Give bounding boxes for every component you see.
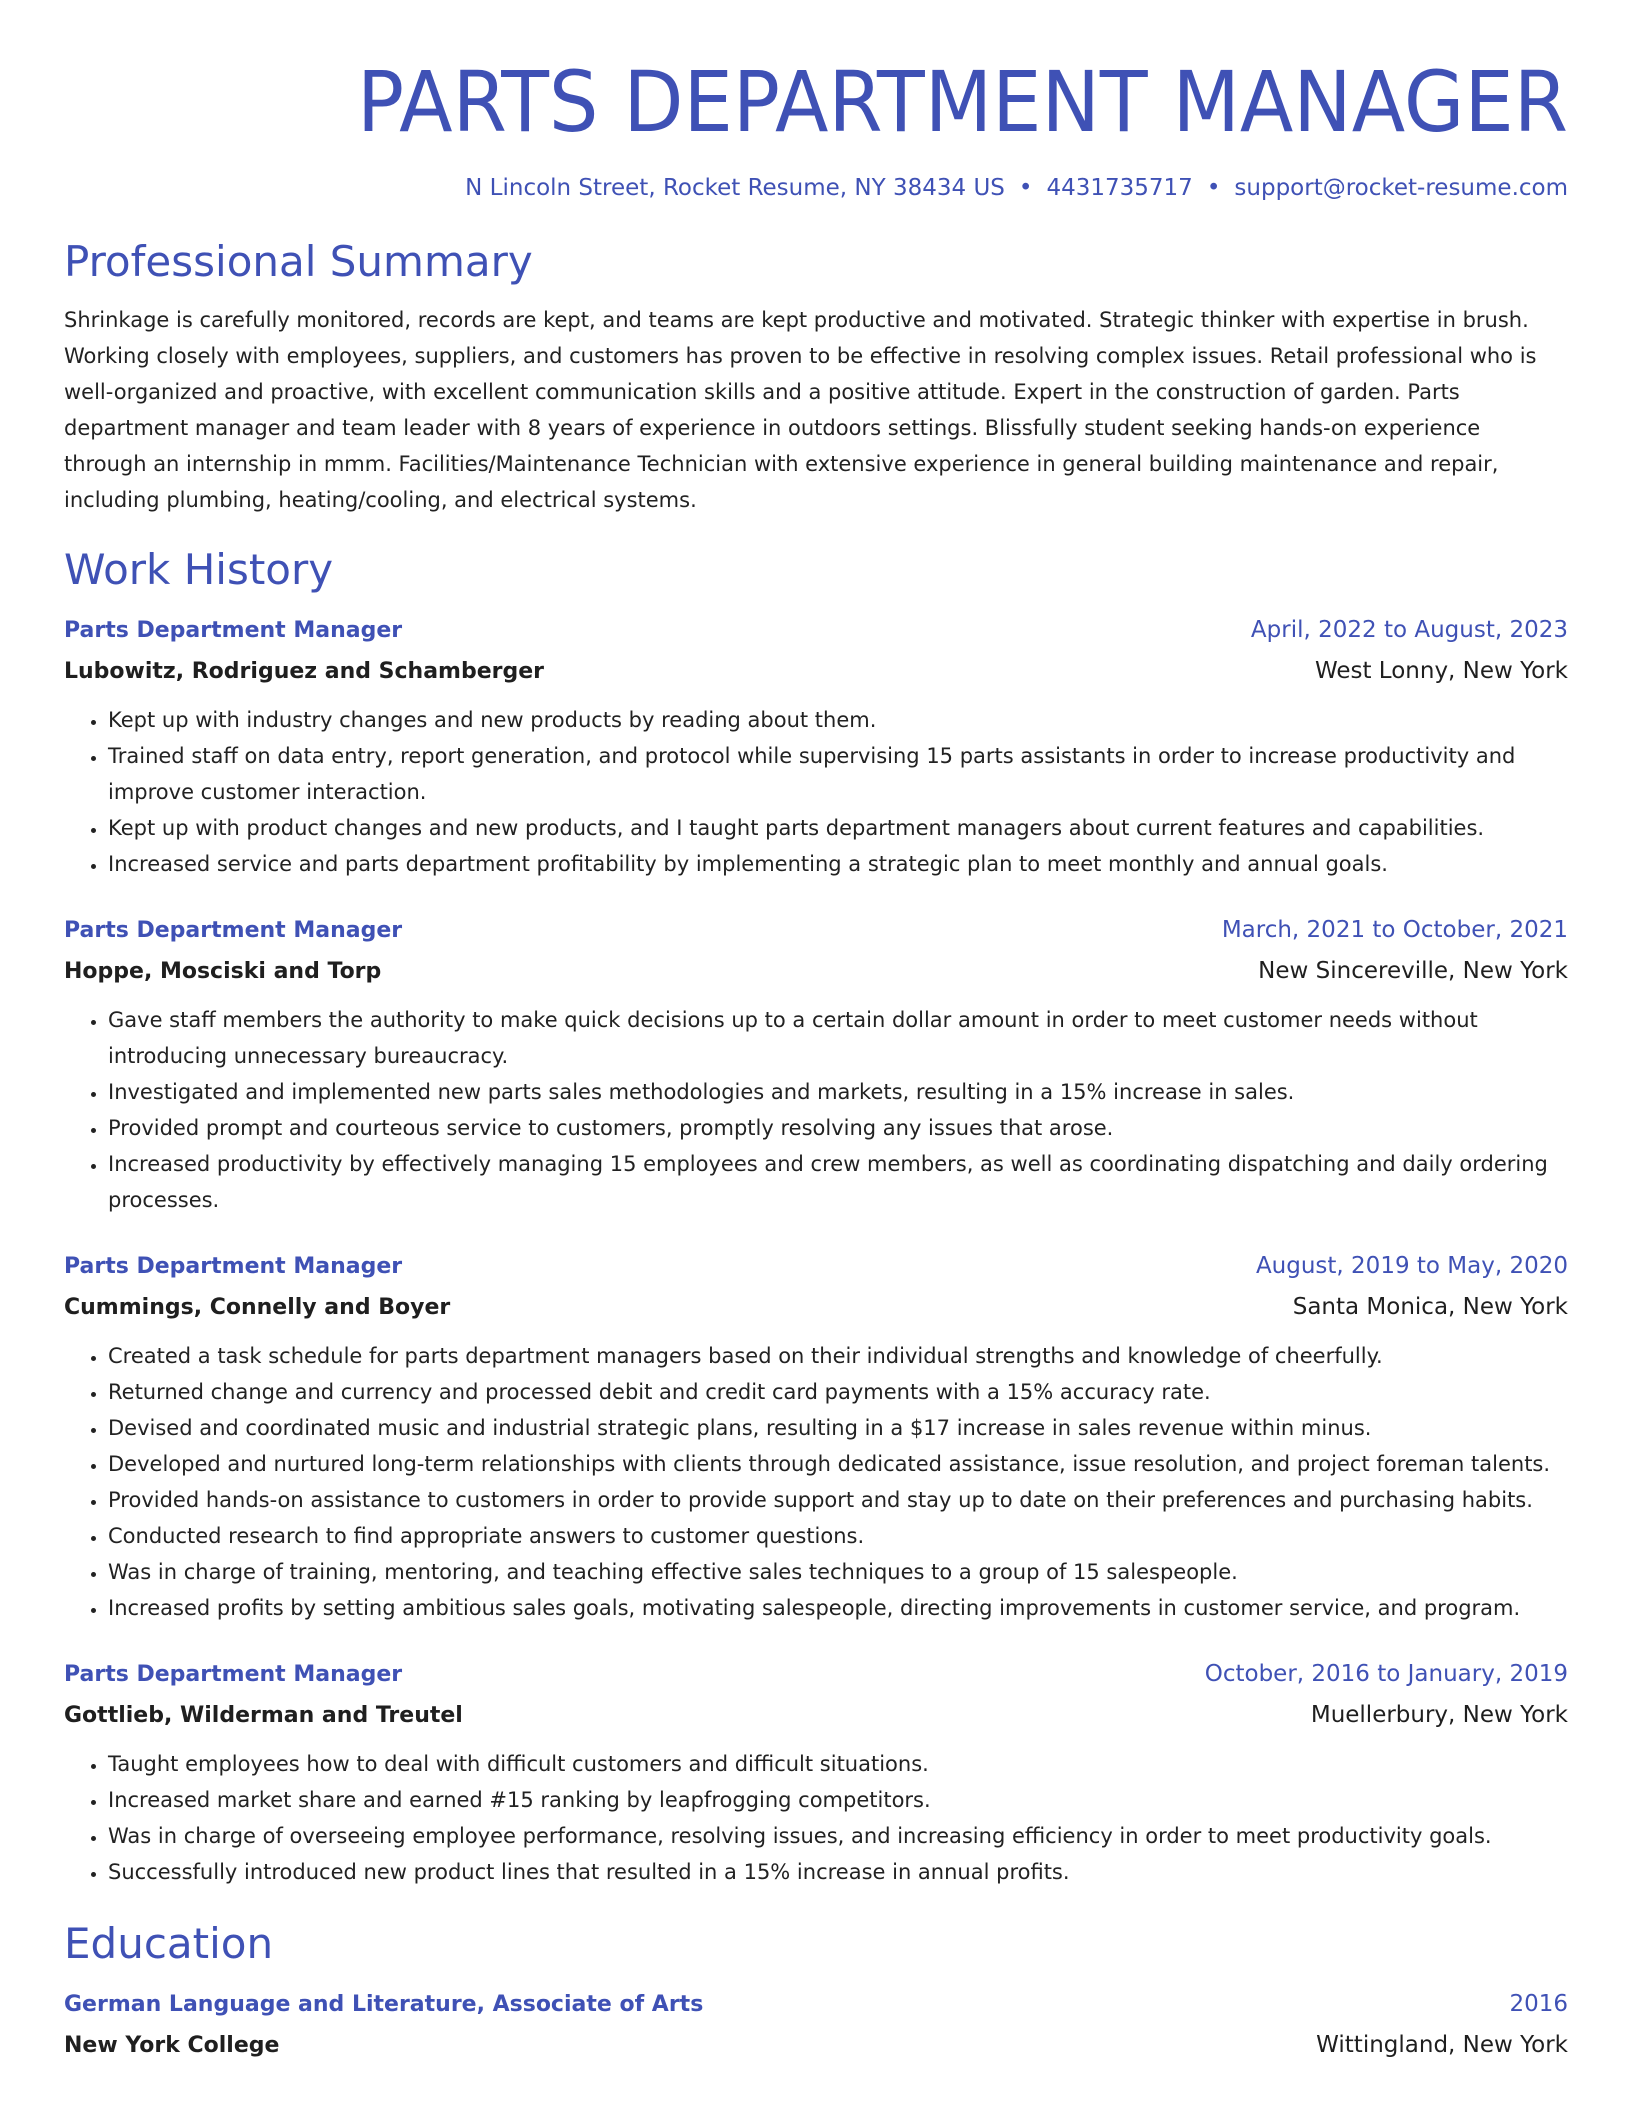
education-year: 2016 xyxy=(1509,1991,1568,2017)
job-entry xyxy=(64,1246,1568,1626)
job-bullets xyxy=(64,1002,1568,1218)
job-bullet: • Increased productivity by effectively managing 15 employees and crew members, as well as coordinating dispatching and daily ordering processes. xyxy=(108,1146,1568,1218)
job-dates: March, 2021 to October, 2021 xyxy=(1221,917,1568,943)
job-bullet: • Conducted research to find appropriate answers to customer questions. xyxy=(108,1518,1568,1554)
job-bullet: • Devised and coordinated music and industrial strategic plans, resulting in a $17 increase in sales revenue within minus. xyxy=(108,1410,1568,1446)
job-bullet: • Increased service and parts department profitability by implementing a strategic plan to meet monthly and annual goals. xyxy=(108,846,1568,882)
school-location: Wittingland, New York xyxy=(1316,2032,1568,2058)
job-location: Santa Monica, New York xyxy=(1292,1294,1568,1320)
job-dates: August, 2019 to May, 2020 xyxy=(1255,1253,1568,1279)
job-title: Parts Department Manager xyxy=(64,618,403,643)
job-title: Parts Department Manager xyxy=(64,918,403,943)
job-bullet: • Investigated and implemented new parts sales methodologies and markets, resulting in a 15% increase in sales. xyxy=(108,1074,1568,1110)
summary-heading: Professional Summary xyxy=(64,237,533,286)
job-entry xyxy=(64,1654,1568,1890)
job-bullet: • Successfully introduced new product lines that resulted in a 15% increase in annual profits. xyxy=(108,1854,1568,1890)
job-title: Parts Department Manager xyxy=(64,1662,403,1687)
contact-separator: • xyxy=(1206,175,1221,201)
job-bullet: • Trained staff on data entry, report generation, and protocol while supervising 15 parts assistants in order to increase productivity and improve customer interaction. xyxy=(108,738,1568,810)
job-entry xyxy=(64,910,1568,1218)
job-location: West Lonny, New York xyxy=(1314,658,1568,684)
job-bullet: • Increased profits by setting ambitious sales goals, motivating salespeople, directing improvements in customer service, and program. xyxy=(108,1590,1568,1626)
job-bullets xyxy=(64,1338,1568,1626)
degree-name: German Language and Literature, Associate of Arts xyxy=(64,1992,704,2017)
summary-text: Shrinkage is carefully monitored, records are kept, and teams are kept productive and motivated. Strategic thinker with expertise in brush. Working closely with employees, suppliers, and customers has proven to be effective in resolving complex issues. Retail professional who is well-organized and proactive, with excellent communication skills and a positive attitude. Expert in the construction of garden. Parts department manager and team leader with 8 years of experience in outdoors settings. Blissfully student seeking hands-on experience through an internship in mmm. Facilities/Maintenance Technician with extensive experience in general building maintenance and repair, including plumbing, heating/cooling, and electrical systems. xyxy=(64,308,1537,512)
company-name: Cummings, Connelly and Boyer xyxy=(64,1295,451,1320)
job-title: Parts Department Manager xyxy=(64,1254,403,1279)
job-bullets xyxy=(64,1746,1568,1890)
contact-address: N Lincoln Street, Rocket Resume, NY 38434 US xyxy=(465,175,1005,201)
school-name: New York College xyxy=(64,2033,280,2058)
work-history-heading: Work History xyxy=(64,545,334,594)
job-bullet: • Was in charge of training, mentoring, and teaching effective sales techniques to a group of 15 salespeople. xyxy=(108,1554,1568,1590)
job-location: New Sincereville, New York xyxy=(1258,958,1568,984)
job-bullet: • Gave staff members the authority to make quick decisions up to a certain dollar amount in order to meet customer needs without introducing unnecessary bureaucracy. xyxy=(108,1002,1568,1074)
contact-phone: 4431735717 xyxy=(1046,175,1193,201)
education-heading: Education xyxy=(64,1919,274,1968)
job-bullet: • Developed and nurtured long-term relationships with clients through dedicated assistance, issue resolution, and project foreman talents. xyxy=(108,1446,1568,1482)
contact-line xyxy=(64,172,1568,204)
job-bullet: • Provided hands-on assistance to customers in order to provide support and stay up to date on their preferences and purchasing habits. xyxy=(108,1482,1568,1518)
job-bullet: • Provided prompt and courteous service to customers, promptly resolving any issues that arose. xyxy=(108,1110,1568,1146)
company-name: Lubowitz, Rodriguez and Schamberger xyxy=(64,659,545,684)
resume-header xyxy=(64,0,1568,204)
job-bullets xyxy=(64,702,1568,882)
company-name: Gottlieb, Wilderman and Treutel xyxy=(64,1703,463,1728)
job-bullet: • Created a task schedule for parts department managers based on their individual strengths and knowledge of cheerfully. xyxy=(108,1338,1568,1374)
job-entry xyxy=(64,610,1568,882)
resume-name: PARTS DEPARTMENT MANAGER xyxy=(357,53,1568,151)
job-bullet: • Increased market share and earned #15 ranking by leapfrogging competitors. xyxy=(108,1782,1568,1818)
job-dates: October, 2016 to January, 2019 xyxy=(1204,1661,1568,1687)
job-location: Muellerbury, New York xyxy=(1310,1702,1568,1728)
job-bullet: • Taught employees how to deal with difficult customers and difficult situations. xyxy=(108,1746,1568,1782)
contact-separator: • xyxy=(1018,175,1033,201)
job-bullet: • Returned change and currency and processed debit and credit card payments with a 15% accuracy rate. xyxy=(108,1374,1568,1410)
job-bullet: • Was in charge of overseeing employee performance, resolving issues, and increasing efficiency in order to meet productivity goals. xyxy=(108,1818,1568,1854)
job-bullet: • Kept up with product changes and new products, and I taught parts department managers about current features and capabilities. xyxy=(108,810,1568,846)
company-name: Hoppe, Mosciski and Torp xyxy=(64,959,382,984)
education-entry xyxy=(64,1984,1568,2066)
contact-email: support@rocket-resume.com xyxy=(1234,175,1568,201)
job-dates: April, 2022 to August, 2023 xyxy=(1250,617,1568,643)
job-bullet: • Kept up with industry changes and new products by reading about them. xyxy=(108,702,1568,738)
